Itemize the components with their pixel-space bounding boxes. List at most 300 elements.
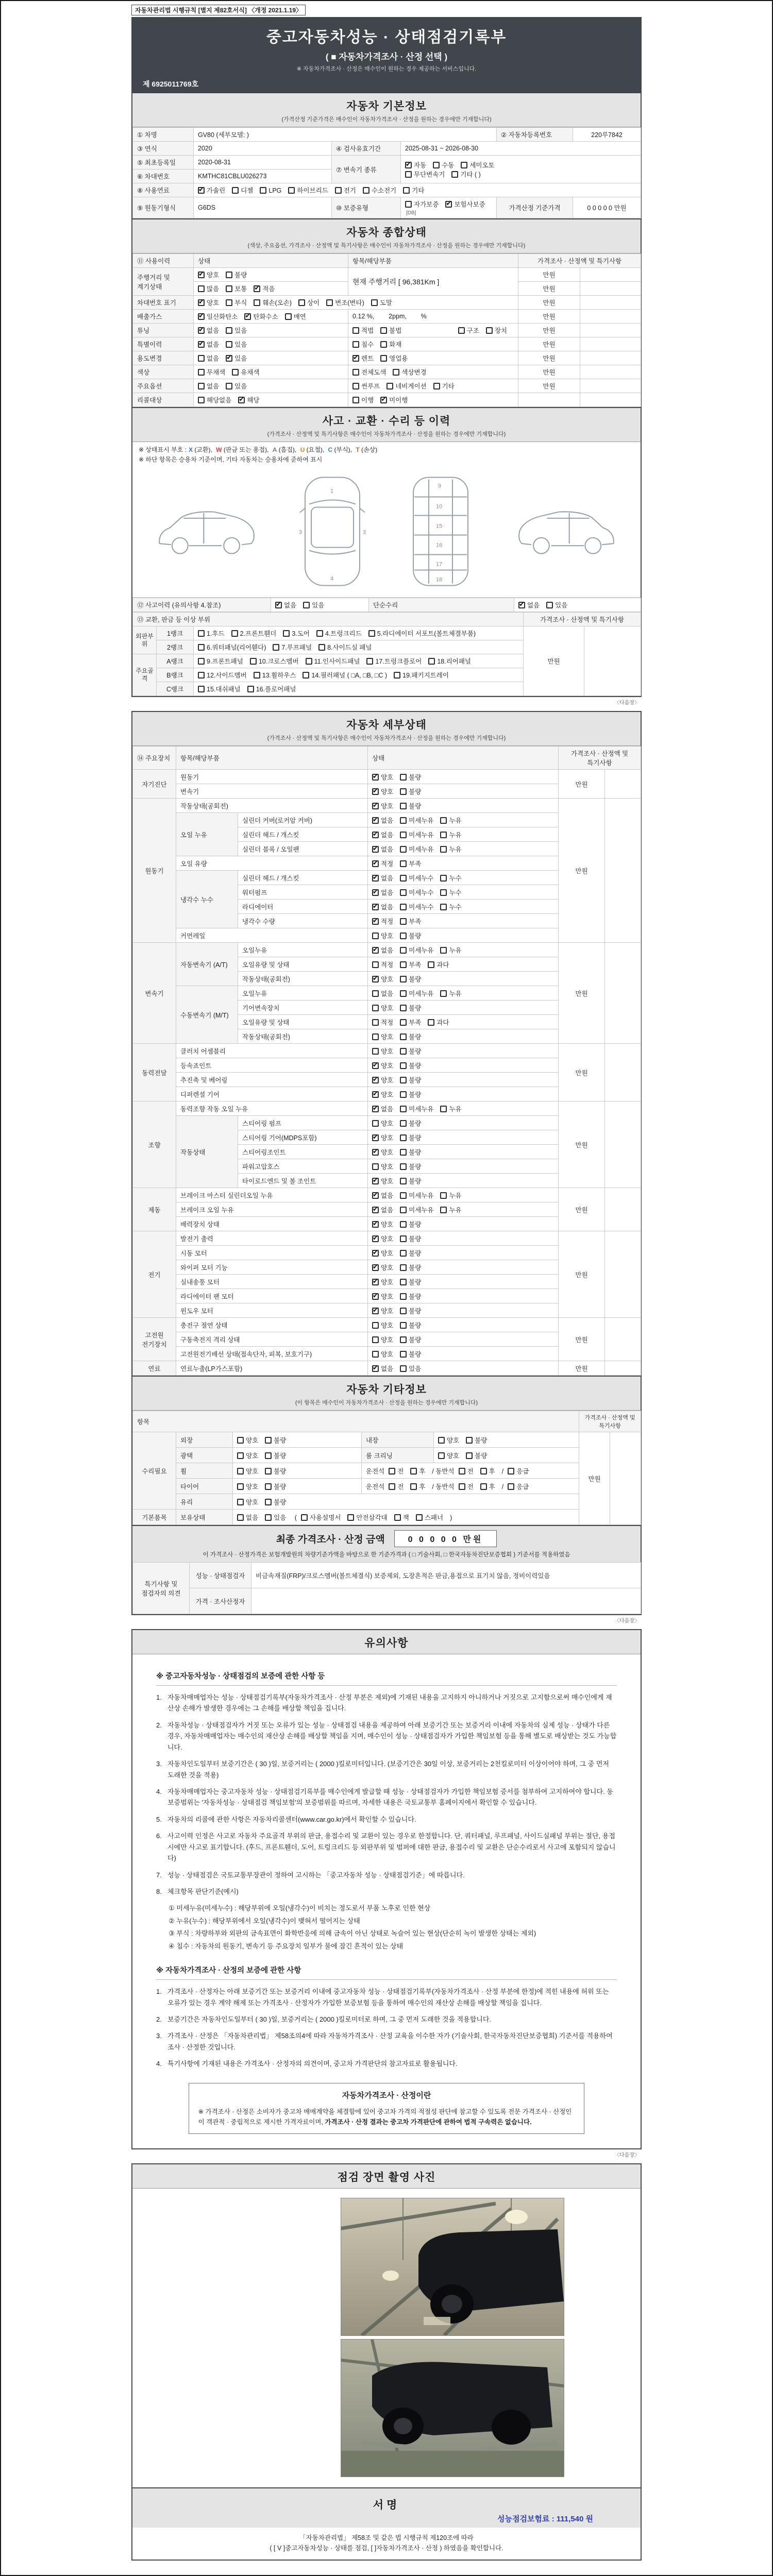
checkbox-option[interactable]: ✔ 양호 (372, 1263, 393, 1272)
checkbox-option[interactable]: 무단변속기 (405, 170, 445, 179)
checkbox-option[interactable]: 장치 (486, 326, 507, 335)
unchecked-checkbox-icon[interactable] (326, 299, 333, 306)
checkbox-option[interactable]: 상이 (298, 298, 320, 307)
checked-checkbox-icon[interactable] (244, 313, 251, 320)
checkbox-option[interactable]: LPG (260, 187, 281, 194)
checkbox-option[interactable]: ✔ 없음 (372, 1191, 393, 1200)
unchecked-checkbox-icon[interactable] (400, 1005, 407, 1011)
checkbox-option[interactable]: 12.사이드멤버 (198, 670, 247, 680)
unchecked-checkbox-icon[interactable] (410, 1483, 417, 1490)
checkbox-option[interactable]: 불량 (400, 974, 421, 984)
unchecked-checkbox-icon[interactable] (372, 1019, 379, 1026)
checkbox-option[interactable]: 미세누유 (400, 1104, 433, 1113)
checkbox-option[interactable]: 미세누유 (400, 816, 433, 825)
unchecked-checkbox-icon[interactable] (198, 630, 205, 637)
checked-checkbox-icon[interactable] (372, 1293, 379, 1300)
checked-checkbox-icon[interactable] (372, 904, 379, 910)
checked-checkbox-icon[interactable] (372, 774, 379, 781)
unchecked-checkbox-icon[interactable] (440, 1207, 447, 1213)
checkbox-option[interactable]: 부족 (400, 960, 421, 969)
checkbox-option[interactable]: 양호 (237, 1482, 258, 1491)
unchecked-checkbox-icon[interactable] (318, 644, 325, 651)
checked-checkbox-icon[interactable] (372, 1250, 379, 1257)
unchecked-checkbox-icon[interactable] (232, 369, 239, 376)
checkbox-option[interactable]: 양호 (372, 1046, 393, 1056)
unchecked-checkbox-icon[interactable] (400, 1033, 407, 1040)
checkbox-option[interactable]: 19.패키지트레이 (394, 670, 449, 680)
unchecked-checkbox-icon[interactable] (198, 397, 205, 403)
checked-checkbox-icon[interactable] (372, 1149, 379, 1156)
checkbox-option[interactable]: 안전삼각대 (347, 1513, 387, 1522)
unchecked-checkbox-icon[interactable] (416, 1514, 423, 1521)
checkbox-option[interactable]: 양호 (372, 1349, 393, 1359)
unchecked-checkbox-icon[interactable] (440, 1192, 447, 1199)
unchecked-checkbox-icon[interactable] (400, 1279, 407, 1285)
unchecked-checkbox-icon[interactable] (316, 630, 323, 637)
checked-checkbox-icon[interactable] (372, 1192, 379, 1199)
checkbox-option[interactable]: ✔ 없음 (372, 844, 393, 854)
checkbox-option[interactable]: 전체도색 (352, 367, 386, 377)
checkbox-option[interactable]: ✔ 양호 (372, 1219, 393, 1229)
checkbox-option[interactable]: 세미오토 (461, 160, 494, 170)
checkbox-option[interactable]: ✔ 일산화탄소 (198, 312, 238, 321)
unchecked-checkbox-icon[interactable] (265, 1452, 272, 1459)
checkbox-option[interactable]: ✔ 미이행 (380, 395, 408, 404)
checkbox-option[interactable]: 누유 (440, 816, 461, 825)
checkbox-option[interactable]: 변조(변타) (326, 298, 364, 307)
unchecked-checkbox-icon[interactable] (400, 904, 407, 910)
unchecked-checkbox-icon[interactable] (440, 1106, 447, 1112)
checkbox-option[interactable]: 6.쿼터패널(리어휀다) (198, 642, 266, 652)
checkbox-option[interactable]: 양호 (372, 1320, 393, 1330)
checkbox-option[interactable]: 누유 (440, 830, 461, 839)
checkbox-option[interactable]: 불량 (400, 787, 421, 796)
unchecked-checkbox-icon[interactable] (352, 341, 359, 348)
unchecked-checkbox-icon[interactable] (352, 383, 359, 389)
unchecked-checkbox-icon[interactable] (231, 630, 238, 637)
unchecked-checkbox-icon[interactable] (372, 1048, 379, 1055)
checked-checkbox-icon[interactable] (372, 947, 379, 954)
checkbox-option[interactable]: ✔ 양호 (372, 1248, 393, 1258)
unchecked-checkbox-icon[interactable] (372, 1336, 379, 1343)
checked-checkbox-icon[interactable] (372, 1235, 379, 1242)
checked-checkbox-icon[interactable] (405, 162, 412, 168)
checkbox-option[interactable]: 누수 (440, 888, 461, 897)
checkbox-option[interactable]: 매연 (285, 312, 306, 321)
checkbox-option[interactable]: ✔ 가솔린 (198, 185, 225, 195)
checkbox-option[interactable]: ✔ 양호 (372, 1147, 393, 1157)
checkbox-option[interactable]: 불법 (380, 326, 401, 335)
checked-checkbox-icon[interactable] (372, 1365, 379, 1372)
unchecked-checkbox-icon[interactable] (288, 187, 295, 194)
checkbox-option[interactable]: 양호 (438, 1435, 459, 1445)
checkbox-option[interactable]: ✔ 없음 (372, 945, 393, 955)
unchecked-checkbox-icon[interactable] (372, 990, 379, 997)
unchecked-checkbox-icon[interactable] (400, 1207, 407, 1213)
checkbox-option[interactable]: 불량 (400, 1046, 421, 1056)
unchecked-checkbox-icon[interactable] (301, 1514, 308, 1521)
checkbox-option[interactable]: 1.후드 (198, 629, 225, 638)
checkbox-option[interactable]: ✔ 양호 (372, 1061, 393, 1070)
checked-checkbox-icon[interactable] (372, 1106, 379, 1112)
checkbox-option[interactable]: ✔ 해당 (238, 395, 259, 404)
checkbox-option[interactable]: 있음 (265, 1513, 286, 1522)
checkbox-option[interactable]: 8.사이드실 패널 (318, 642, 372, 652)
checkbox-option[interactable]: ✔ 없음 (372, 1104, 393, 1113)
checkbox-option[interactable]: 전 (459, 1482, 474, 1491)
unchecked-checkbox-icon[interactable] (400, 1264, 407, 1271)
unchecked-checkbox-icon[interactable] (198, 355, 205, 362)
checkbox-option[interactable]: 없음 (237, 1513, 258, 1522)
checkbox-option[interactable]: 디젤 (232, 185, 253, 195)
checkbox-option[interactable]: 적법 (352, 326, 374, 335)
checkbox-option[interactable]: 미세누유 (400, 1205, 433, 1214)
unchecked-checkbox-icon[interactable] (400, 1077, 407, 1083)
checkbox-option[interactable]: ✔ 없음 (198, 340, 219, 349)
checkbox-option[interactable]: ✔ 양호 (372, 1277, 393, 1286)
checkbox-option[interactable]: 색상변경 (393, 367, 426, 377)
unchecked-checkbox-icon[interactable] (405, 201, 412, 208)
checked-checkbox-icon[interactable] (198, 327, 205, 334)
checkbox-option[interactable]: 양호 (372, 1003, 393, 1012)
checkbox-option[interactable]: ✔ 양호 (372, 1234, 393, 1243)
unchecked-checkbox-icon[interactable] (400, 1019, 407, 1026)
checkbox-option[interactable]: 10.크로스멤버 (250, 656, 299, 666)
checkbox-option[interactable]: ✔ 양호 (372, 801, 393, 810)
checkbox-option[interactable]: ✔ 적정 (372, 859, 393, 868)
unchecked-checkbox-icon[interactable] (303, 672, 309, 679)
unchecked-checkbox-icon[interactable] (283, 630, 290, 637)
checkbox-option[interactable]: 양호 (237, 1451, 258, 1460)
checkbox-option[interactable]: 7.루프패널 (273, 642, 312, 652)
checkbox-option[interactable]: 불량 (400, 1234, 421, 1243)
unchecked-checkbox-icon[interactable] (265, 1437, 272, 1444)
checkbox-option[interactable]: 불량 (400, 931, 421, 940)
checkbox-option[interactable]: 미세누유 (400, 945, 433, 955)
unchecked-checkbox-icon[interactable] (508, 1483, 514, 1490)
checkbox-option[interactable]: 과다 (428, 1018, 449, 1027)
checkbox-option[interactable]: 미세누수 (400, 888, 433, 897)
checked-checkbox-icon[interactable] (372, 817, 379, 824)
checkbox-option[interactable]: 썬루프 (352, 381, 380, 391)
unchecked-checkbox-icon[interactable] (198, 369, 205, 376)
unchecked-checkbox-icon[interactable] (368, 630, 375, 637)
unchecked-checkbox-icon[interactable] (352, 397, 359, 403)
checkbox-option[interactable]: 보통 (226, 284, 247, 293)
unchecked-checkbox-icon[interactable] (400, 1250, 407, 1257)
checkbox-option[interactable]: ✔ 양호 (198, 298, 219, 307)
unchecked-checkbox-icon[interactable] (372, 1322, 379, 1329)
checkbox-option[interactable]: 기타 (433, 381, 455, 391)
unchecked-checkbox-icon[interactable] (440, 875, 447, 882)
checkbox-option[interactable]: 불량 (400, 1292, 421, 1301)
checkbox-option[interactable]: 적정 (372, 1018, 393, 1027)
checkbox-option[interactable]: 잭 (394, 1513, 409, 1522)
unchecked-checkbox-icon[interactable] (480, 1483, 487, 1490)
unchecked-checkbox-icon[interactable] (237, 1452, 244, 1459)
unchecked-checkbox-icon[interactable] (400, 1336, 407, 1343)
checkbox-option[interactable]: ✔ 양호 (372, 1133, 393, 1142)
unchecked-checkbox-icon[interactable] (352, 327, 359, 334)
unchecked-checkbox-icon[interactable] (372, 1033, 379, 1040)
checkbox-option[interactable]: 불량 (400, 1032, 421, 1041)
unchecked-checkbox-icon[interactable] (198, 644, 205, 651)
checkbox-option[interactable]: 15.대쉬패널 (198, 684, 241, 693)
checkbox-option[interactable]: 불량 (400, 1320, 421, 1330)
checkbox-option[interactable]: ✔ 없음 (372, 1364, 393, 1373)
checkbox-option[interactable]: 누유 (440, 989, 461, 998)
checkbox-option[interactable]: ✔ 양호 (372, 1306, 393, 1315)
checkbox-option[interactable]: ✔ 양호 (372, 974, 393, 984)
unchecked-checkbox-icon[interactable] (372, 1351, 379, 1358)
unchecked-checkbox-icon[interactable] (440, 846, 447, 853)
unchecked-checkbox-icon[interactable] (459, 1483, 465, 1490)
unchecked-checkbox-icon[interactable] (254, 672, 260, 679)
checkbox-option[interactable]: 불량 (400, 1147, 421, 1157)
unchecked-checkbox-icon[interactable] (438, 1452, 445, 1459)
checked-checkbox-icon[interactable] (372, 860, 379, 867)
unchecked-checkbox-icon[interactable] (198, 285, 205, 292)
checkbox-option[interactable]: ✔ 양호 (372, 1075, 393, 1084)
checkbox-option[interactable]: ✔ 적정 (372, 917, 393, 926)
checkbox-option[interactable]: 13.휠하우스 (254, 670, 296, 680)
unchecked-checkbox-icon[interactable] (285, 313, 292, 320)
unchecked-checkbox-icon[interactable] (237, 1483, 244, 1490)
checkbox-option[interactable]: 사용설명서 (301, 1513, 341, 1522)
unchecked-checkbox-icon[interactable] (306, 658, 312, 665)
unchecked-checkbox-icon[interactable] (440, 947, 447, 954)
checkbox-option[interactable]: 불량 (400, 1061, 421, 1070)
unchecked-checkbox-icon[interactable] (371, 299, 378, 306)
checkbox-option[interactable]: 수소전기 (363, 185, 396, 195)
unchecked-checkbox-icon[interactable] (400, 933, 407, 939)
unchecked-checkbox-icon[interactable] (393, 369, 399, 376)
checkbox-option[interactable]: 불량 (400, 1003, 421, 1012)
unchecked-checkbox-icon[interactable] (440, 889, 447, 896)
checkbox-option[interactable]: 있음 (400, 1364, 421, 1373)
unchecked-checkbox-icon[interactable] (400, 774, 407, 781)
checked-checkbox-icon[interactable] (445, 201, 452, 208)
unchecked-checkbox-icon[interactable] (400, 1178, 407, 1184)
checked-checkbox-icon[interactable] (198, 341, 205, 348)
unchecked-checkbox-icon[interactable] (459, 1468, 465, 1475)
checked-checkbox-icon[interactable] (238, 397, 245, 403)
checkbox-option[interactable]: 전 (389, 1466, 404, 1476)
checkbox-option[interactable]: 전 (459, 1466, 474, 1476)
checkbox-option[interactable]: ✔ 없음 (372, 1205, 393, 1214)
checkbox-option[interactable]: 침수 (352, 340, 374, 349)
checkbox-option[interactable]: 불량 (400, 1118, 421, 1128)
unchecked-checkbox-icon[interactable] (400, 846, 407, 853)
checkbox-option[interactable]: 양호 (372, 1162, 393, 1171)
checkbox-option[interactable]: 적정 (372, 960, 393, 969)
unchecked-checkbox-icon[interactable] (508, 1468, 514, 1475)
checkbox-option[interactable]: 불량 (400, 1090, 421, 1099)
checkbox-option[interactable]: 부식 (226, 298, 247, 307)
checked-checkbox-icon[interactable] (352, 355, 359, 362)
checkbox-option[interactable]: 없음 (198, 381, 219, 391)
checkbox-option[interactable]: 불량 (400, 1306, 421, 1315)
checked-checkbox-icon[interactable] (372, 889, 379, 896)
checkbox-option[interactable]: 응급 (508, 1482, 529, 1491)
checkbox-option[interactable]: 없음 (372, 989, 393, 998)
unchecked-checkbox-icon[interactable] (347, 1514, 354, 1521)
unchecked-checkbox-icon[interactable] (389, 1468, 395, 1475)
checkbox-option[interactable]: 불량 (400, 1335, 421, 1344)
checkbox-option[interactable]: 불량 (400, 1219, 421, 1229)
unchecked-checkbox-icon[interactable] (438, 1437, 445, 1444)
checkbox-option[interactable]: ✔자동 (405, 160, 426, 170)
unchecked-checkbox-icon[interactable] (466, 1452, 473, 1459)
checkbox-option[interactable]: 구조 (458, 326, 479, 335)
unchecked-checkbox-icon[interactable] (440, 817, 447, 824)
unchecked-checkbox-icon[interactable] (372, 933, 379, 939)
unchecked-checkbox-icon[interactable] (400, 860, 407, 867)
unchecked-checkbox-icon[interactable] (400, 875, 407, 882)
checkbox-option[interactable]: ✔ 양호 (372, 1176, 393, 1185)
unchecked-checkbox-icon[interactable] (380, 355, 387, 362)
checkbox-option[interactable]: 있음 (226, 326, 247, 335)
checkbox-option[interactable]: 불량 (265, 1466, 286, 1476)
checkbox-option[interactable]: 훼손(오손) (254, 298, 292, 307)
unchecked-checkbox-icon[interactable] (237, 1468, 244, 1475)
checkbox-option[interactable]: 2.프론트휀더 (231, 629, 277, 638)
checked-checkbox-icon[interactable] (372, 1178, 379, 1184)
checkbox-option[interactable]: 불량 (265, 1482, 286, 1491)
unchecked-checkbox-icon[interactable] (400, 918, 407, 925)
unchecked-checkbox-icon[interactable] (400, 961, 407, 968)
checkbox-option[interactable]: 후 (410, 1466, 425, 1476)
checked-checkbox-icon[interactable] (372, 788, 379, 795)
checkbox-option[interactable]: 후 (480, 1466, 495, 1476)
checkbox-option[interactable]: 미세누수 (400, 873, 433, 883)
checked-checkbox-icon[interactable] (226, 355, 232, 362)
unchecked-checkbox-icon[interactable] (198, 672, 205, 679)
unchecked-checkbox-icon[interactable] (237, 1437, 244, 1444)
checkbox-option[interactable]: 불량 (400, 1349, 421, 1359)
checkbox-option[interactable]: ✔ 있음 (226, 353, 247, 363)
checkbox-option[interactable]: 수동 (433, 160, 454, 170)
checkbox-option[interactable]: 해당없음 (198, 395, 231, 404)
checked-checkbox-icon[interactable] (372, 1221, 379, 1228)
checked-checkbox-icon[interactable] (198, 187, 205, 194)
checked-checkbox-icon[interactable] (372, 976, 379, 982)
checkbox-option[interactable]: 불량 (400, 1176, 421, 1185)
unchecked-checkbox-icon[interactable] (226, 327, 232, 334)
checkbox-option[interactable]: 누유 (440, 1191, 461, 1200)
checkbox-option[interactable]: 있음 (303, 600, 324, 609)
checkbox-option[interactable]: 9.프론트패널 (198, 656, 243, 666)
unchecked-checkbox-icon[interactable] (386, 383, 393, 389)
checkbox-option[interactable]: 응급 (508, 1466, 529, 1476)
checkbox-option[interactable]: 후 (410, 1482, 425, 1491)
unchecked-checkbox-icon[interactable] (394, 672, 400, 679)
checkbox-option[interactable]: 있음 (226, 381, 247, 391)
checkbox-option[interactable]: 4.트렁크리드 (316, 629, 362, 638)
checked-checkbox-icon[interactable] (372, 1264, 379, 1271)
checkbox-option[interactable]: 18.리어패널 (428, 656, 471, 666)
checkbox-option[interactable]: ✔ 없음 (518, 600, 540, 609)
unchecked-checkbox-icon[interactable] (433, 383, 440, 389)
unchecked-checkbox-icon[interactable] (451, 171, 458, 178)
checkbox-option[interactable]: 양호 (237, 1466, 258, 1476)
checkbox-option[interactable]: ✔양호 (198, 270, 219, 279)
unchecked-checkbox-icon[interactable] (400, 1048, 407, 1055)
checkbox-option[interactable]: 미세누수 (400, 902, 433, 911)
checkbox-option[interactable]: 양호 (237, 1435, 258, 1445)
checked-checkbox-icon[interactable] (518, 602, 525, 608)
unchecked-checkbox-icon[interactable] (400, 1293, 407, 1300)
unchecked-checkbox-icon[interactable] (400, 1192, 407, 1199)
checkbox-option[interactable]: 불량 (400, 1133, 421, 1142)
checkbox-option[interactable]: 불량 (400, 1263, 421, 1272)
unchecked-checkbox-icon[interactable] (480, 1468, 487, 1475)
checkbox-option[interactable]: 누유 (440, 1104, 461, 1113)
unchecked-checkbox-icon[interactable] (265, 1468, 272, 1475)
unchecked-checkbox-icon[interactable] (226, 341, 232, 348)
checkbox-option[interactable]: 네비게이션 (386, 381, 426, 391)
unchecked-checkbox-icon[interactable] (363, 187, 369, 194)
checkbox-option[interactable]: 전기 (335, 185, 356, 195)
checkbox-option[interactable]: 누수 (440, 902, 461, 911)
checked-checkbox-icon[interactable] (372, 1134, 379, 1141)
unchecked-checkbox-icon[interactable] (352, 369, 359, 376)
checkbox-option[interactable]: 기타 ( ) (451, 170, 480, 179)
checkbox-option[interactable]: ✔ 없음 (198, 326, 219, 335)
unchecked-checkbox-icon[interactable] (400, 990, 407, 997)
checkbox-option[interactable]: ✔ 없음 (372, 873, 393, 883)
checkbox-option[interactable]: ✔ 없음 (372, 830, 393, 839)
unchecked-checkbox-icon[interactable] (400, 1322, 407, 1329)
checkbox-option[interactable]: ✔ 보험사보증 (445, 199, 485, 209)
checked-checkbox-icon[interactable] (372, 846, 379, 853)
unchecked-checkbox-icon[interactable] (303, 602, 310, 608)
checkbox-option[interactable]: 화재 (380, 340, 401, 349)
checkbox-option[interactable]: 과다 (428, 960, 449, 969)
checkbox-option[interactable]: 누유 (440, 1205, 461, 1214)
checkbox-option[interactable]: 누수 (440, 873, 461, 883)
unchecked-checkbox-icon[interactable] (400, 1091, 407, 1098)
checked-checkbox-icon[interactable] (372, 1207, 379, 1213)
checkbox-option[interactable]: 양호 (372, 1032, 393, 1041)
checked-checkbox-icon[interactable] (275, 602, 282, 608)
unchecked-checkbox-icon[interactable] (400, 889, 407, 896)
checkbox-option[interactable]: 11.인사이드패널 (306, 656, 360, 666)
checkbox-option[interactable]: 기타 (403, 185, 424, 195)
unchecked-checkbox-icon[interactable] (400, 1308, 407, 1314)
unchecked-checkbox-icon[interactable] (198, 686, 205, 692)
unchecked-checkbox-icon[interactable] (265, 1514, 272, 1521)
unchecked-checkbox-icon[interactable] (400, 1221, 407, 1228)
checked-checkbox-icon[interactable] (372, 875, 379, 882)
checked-checkbox-icon[interactable] (372, 1077, 379, 1083)
checkbox-option[interactable]: 부족 (400, 917, 421, 926)
unchecked-checkbox-icon[interactable] (400, 788, 407, 795)
checkbox-option[interactable]: 하이브리드 (288, 185, 328, 195)
checkbox-option[interactable]: 도말 (371, 298, 392, 307)
checkbox-option[interactable]: ✔ 양호 (372, 1090, 393, 1099)
checkbox-option[interactable]: 영업용 (380, 353, 408, 363)
checkbox-option[interactable]: ✔ 적음 (254, 284, 275, 293)
checkbox-option[interactable]: 미세누유 (400, 1191, 433, 1200)
checked-checkbox-icon[interactable] (372, 1091, 379, 1098)
unchecked-checkbox-icon[interactable] (400, 803, 407, 809)
checkbox-option[interactable]: 양호 (237, 1497, 258, 1506)
checkbox-option[interactable]: 없음 (198, 353, 219, 363)
unchecked-checkbox-icon[interactable] (237, 1514, 244, 1521)
unchecked-checkbox-icon[interactable] (247, 686, 254, 692)
checkbox-option[interactable]: 미세누유 (400, 844, 433, 854)
